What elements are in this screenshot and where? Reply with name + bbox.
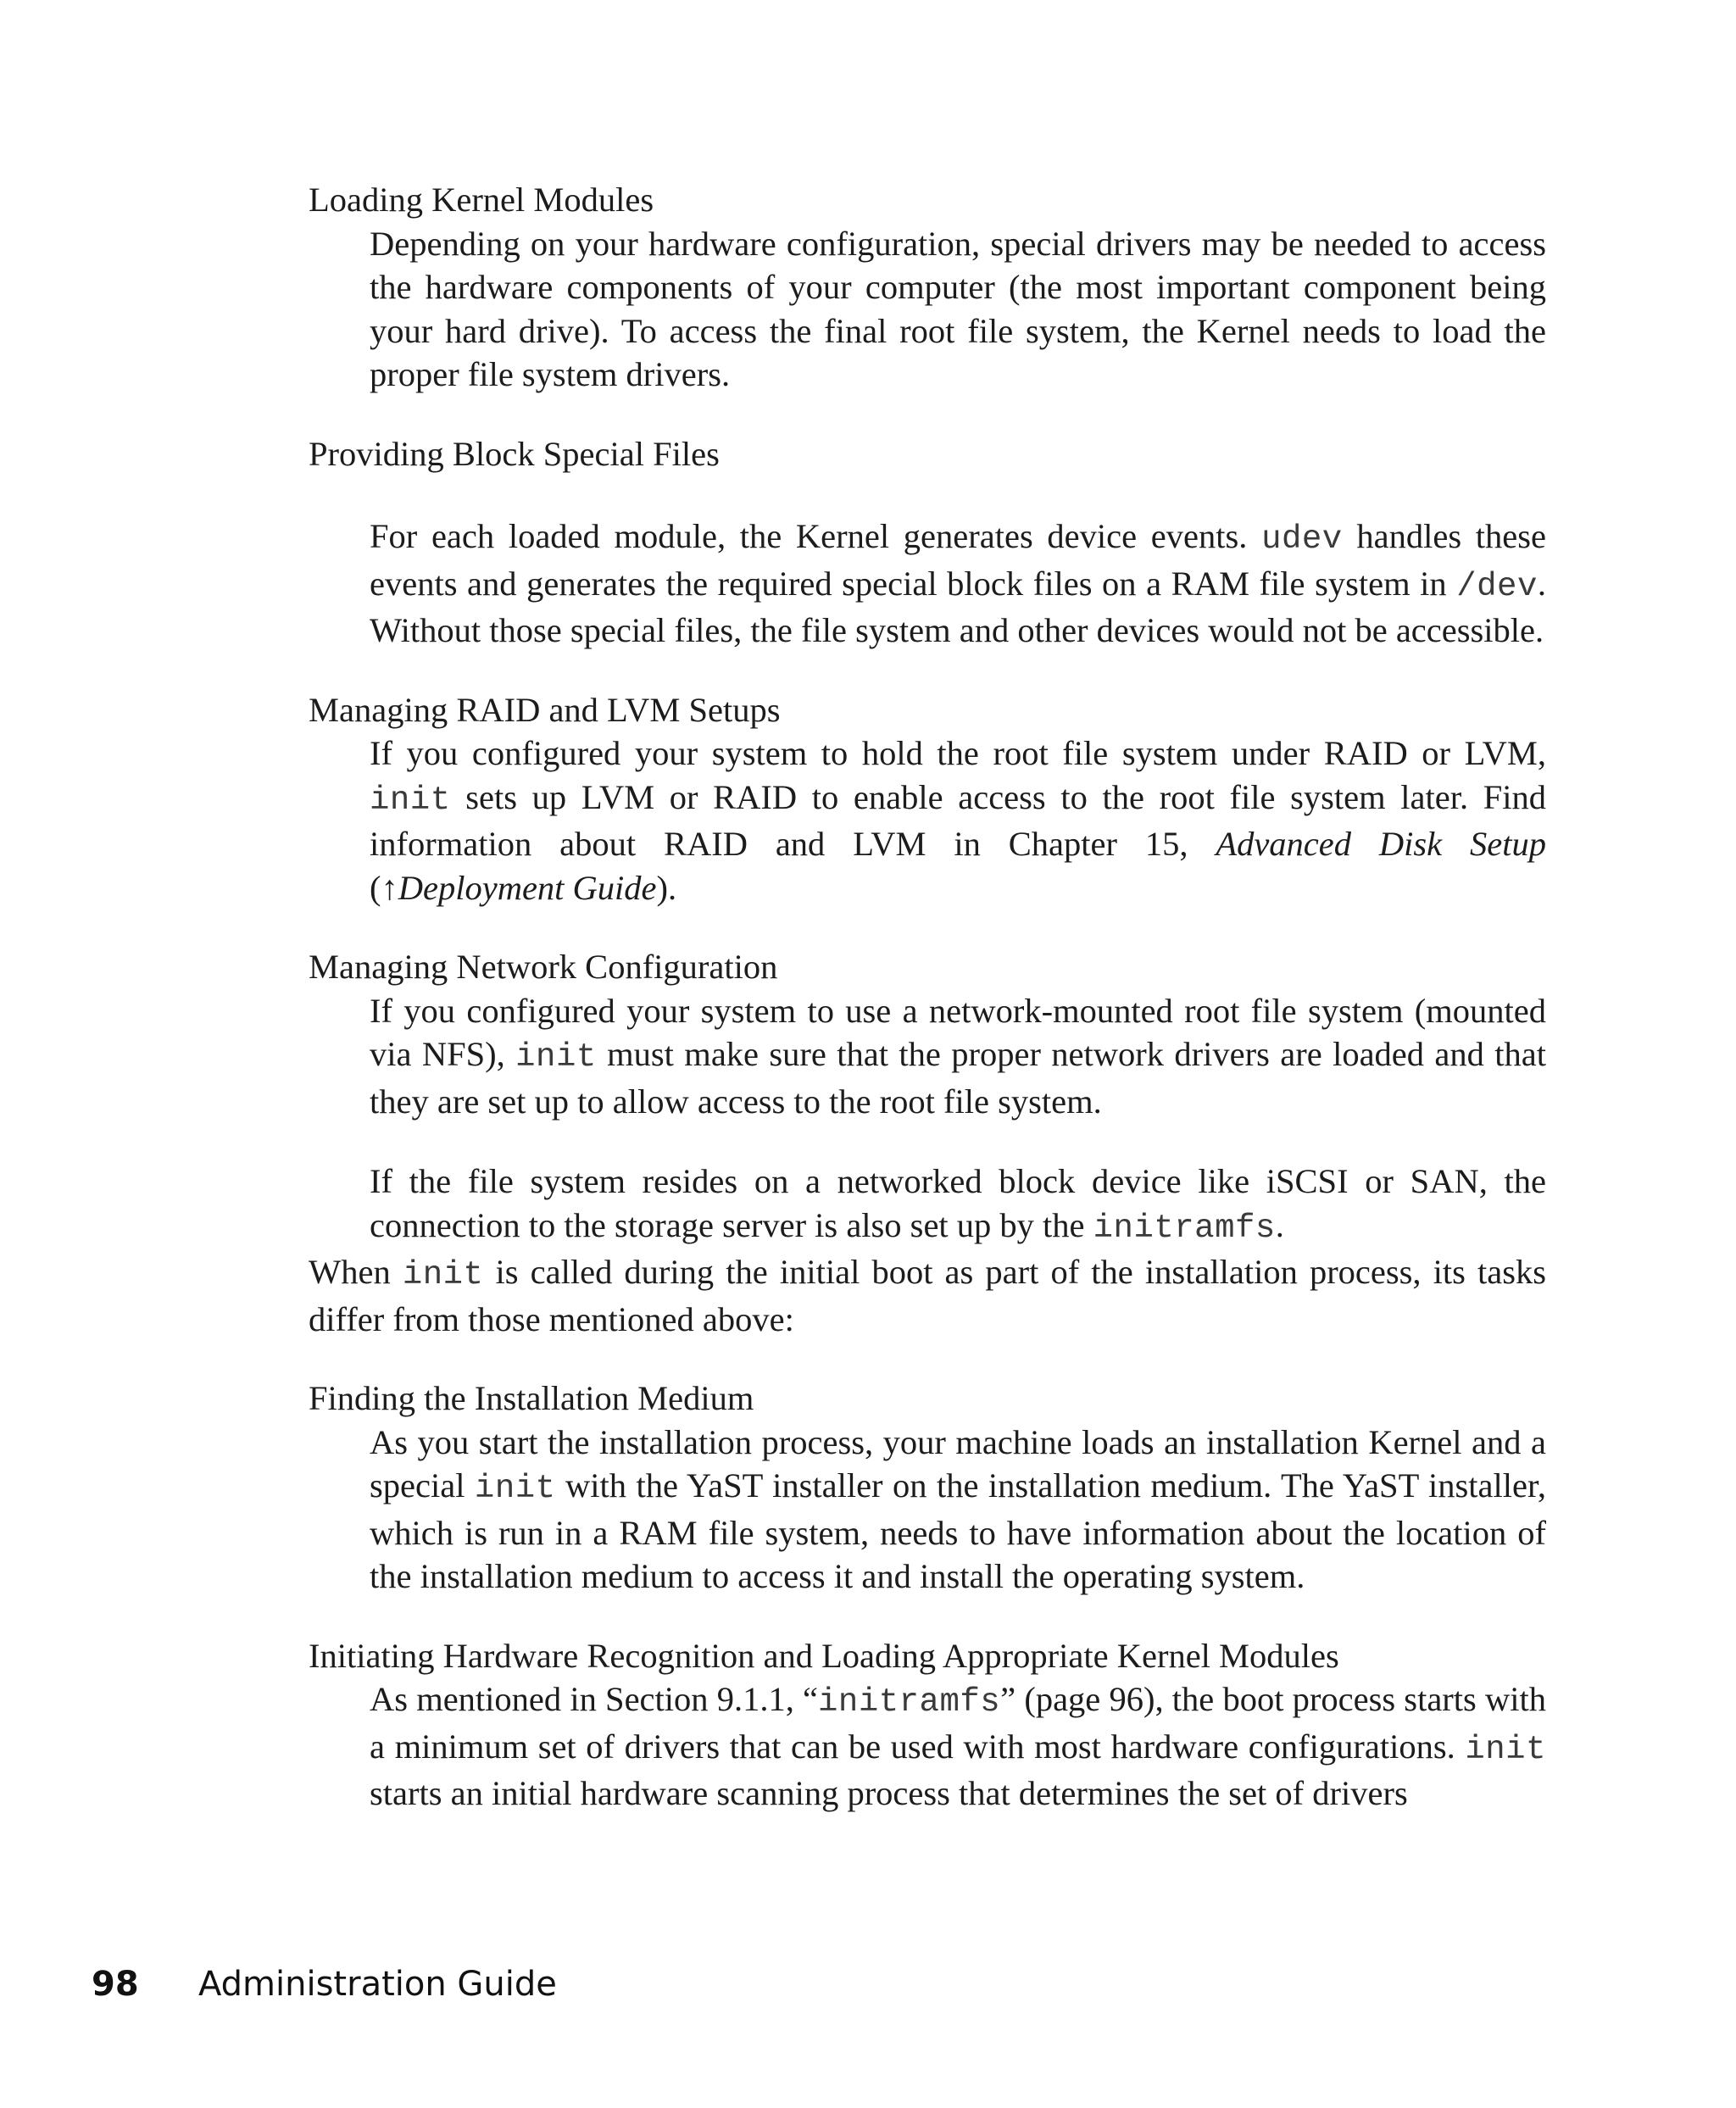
inline-code: init: [1465, 1730, 1546, 1768]
page-content: [309, 178, 1546, 1816]
definition-body: As mentioned in Section 9.1.1, “initramfs” (page 96), the boot process starts with a minimum set of drivers that can be used with most hardware configurations. init starts an initial hardware scanning process that determines the set of drivers: [370, 1680, 1546, 1812]
inline-code: /dev: [1456, 567, 1538, 605]
page-footer: [92, 1965, 557, 2004]
definition-term: Initiating Hardware Recognition and Loading Appropriate Kernel Modules: [309, 1636, 1339, 1675]
definition-body: For each loaded module, the Kernel generates device events. udev handles these events and generates the required special block files on a RAM file system in /dev. Without those special files, the file system and other devices would not be accessible.: [370, 517, 1546, 649]
definition-body: If you configured your system to hold the root file system under RAID or LVM, init sets up LVM or RAID to enable access to the root file system later. Find information about RAID and LVM in Chapter 15, Advanced Disk Setup (↑Deployment Guide).: [370, 734, 1546, 907]
emphasis-text: Advanced Disk Setup: [1216, 825, 1546, 863]
inline-code: init: [515, 1038, 597, 1076]
inline-code: initramfs: [818, 1683, 1001, 1721]
inline-code: init: [402, 1256, 484, 1293]
definition-body-continued: If the file system resides on a networked block device like iSCSI or SAN, the connection to the storage server is also set up by the initramfs.: [370, 1162, 1546, 1247]
definition-entry: [309, 432, 1546, 653]
book-title: Administration Guide: [198, 1965, 557, 2004]
inline-code: initramfs: [1093, 1209, 1276, 1247]
page-number: 98: [92, 1965, 139, 2004]
definition-term: Providing Block Special Files: [309, 434, 720, 473]
definition-term: Managing Network Configuration: [309, 948, 778, 986]
inline-code: init: [474, 1470, 556, 1507]
definition-body: Depending on your hardware configuration, special drivers may be needed to access the hardware components of your computer (the most important component being your hard drive). To access the final root file system, the Kernel needs to load the proper file system drivers.: [370, 224, 1546, 393]
definition-body: If you configured your system to use a network-mounted root file system (mounted via NFS), init must make sure that the proper network drivers are loaded and that they are set up to allow access to the root file system.: [370, 991, 1546, 1121]
inline-code: init: [370, 781, 451, 819]
definition-entry: [309, 688, 1546, 910]
body-paragraph: When init is called during the initial boot as part of the installation process, its tasks differ from those mentioned above:: [309, 1253, 1546, 1338]
definition-entry: [309, 1634, 1546, 1816]
emphasis-text: Deployment Guide: [398, 868, 657, 907]
definition-term: Managing RAID and LVM Setups: [309, 690, 781, 729]
definition-entry: [309, 1377, 1546, 1599]
definition-term: Loading Kernel Modules: [309, 181, 654, 219]
definition-body: As you start the installation process, your machine loads an installation Kernel and a special init with the YaST installer on the installation medium. The YaST installer, which is run in a RAM file system, needs to have information about the location of the installation medium to access it and install the operating system.: [370, 1422, 1547, 1595]
inline-code: udev: [1261, 520, 1343, 558]
definition-term: Finding the Installation Medium: [309, 1379, 754, 1417]
definition-entry: [309, 178, 1546, 397]
definition-entry: [309, 945, 1546, 1250]
